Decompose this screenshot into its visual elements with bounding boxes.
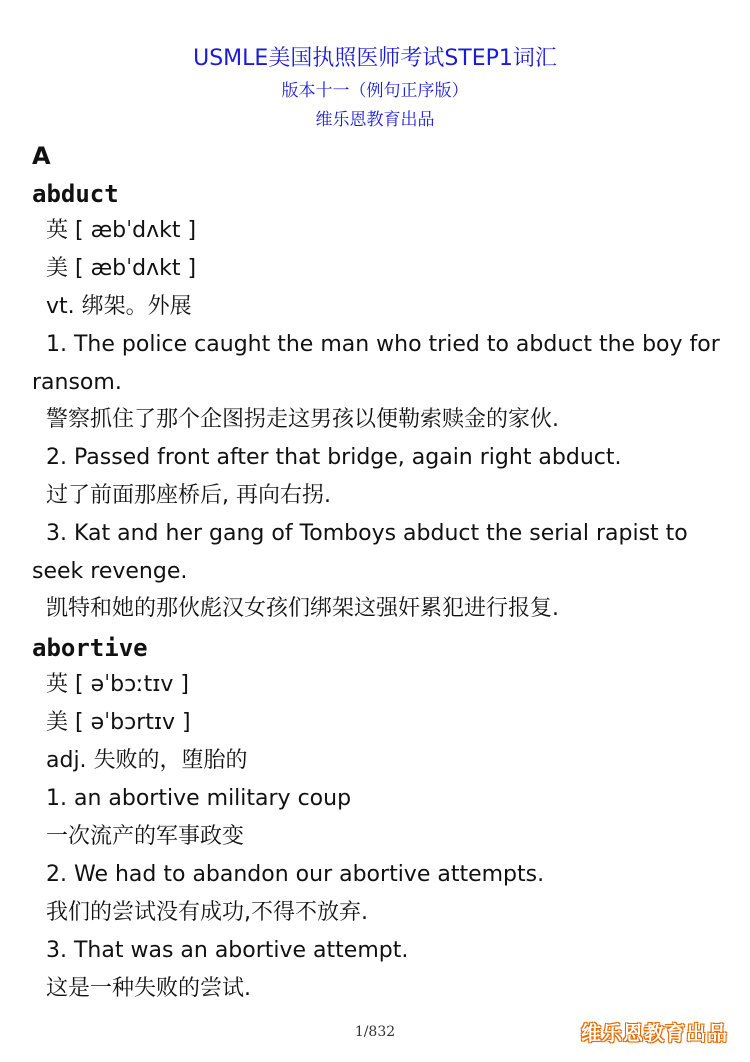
document-title: USMLE美国执照医师考试STEP1词汇 [193,46,557,71]
example-zh: 警察抓住了那个企图拐走这男孩以便勒索赎金的家伙. [46,407,559,432]
section-letter: A [32,142,51,170]
publisher-line: 维乐恩教育出品 [315,110,435,130]
example-zh: 一次流产的军事政变 [46,824,245,849]
example-en: 3. Kat and her gang of Tomboys abduct the serial rapist to seek revenge. [32,521,688,584]
example-zh: 我们的尝试没有成功,不得不放弃. [46,900,368,925]
definition: vt. 绑架。外展 [46,294,192,319]
uk-pronunciation: 英 [ əˈbɔːtɪv ] [46,672,190,697]
uk-pronunciation: 英 [ æbˈdʌkt ] [46,218,197,243]
example-en: 1. an abortive military coup [46,786,352,811]
example-en: 2. We had to abandon our abortive attempts. [46,862,545,887]
us-pronunciation: 美 [ æbˈdʌkt ] [46,256,197,281]
page-number: 1/832 [354,1024,396,1040]
example-en: 1. The police caught the man who tried to abduct the boy for ransom. [32,332,720,395]
publisher-watermark: 维乐恩教育出品 [581,1021,728,1045]
us-pronunciation: 美 [ əˈbɔrtɪv ] [46,710,191,735]
example-zh: 这是一种失败的尝试. [46,976,251,1001]
document-subtitle: 版本十一（例句正序版） [281,81,469,101]
example-en: 3. That was an abortive attempt. [46,938,409,963]
definition: adj. 失败的，堕胎的 [46,748,248,773]
entry-word: abduct [32,180,119,208]
entry-word: abortive [32,634,148,662]
example-zh: 过了前面那座桥后, 再向右拐. [46,483,331,508]
example-en: 2. Passed front after that bridge, again right abduct. [46,445,622,470]
example-zh: 凯特和她的那伙彪汉女孩们绑架这强奸累犯进行报复. [46,596,559,621]
